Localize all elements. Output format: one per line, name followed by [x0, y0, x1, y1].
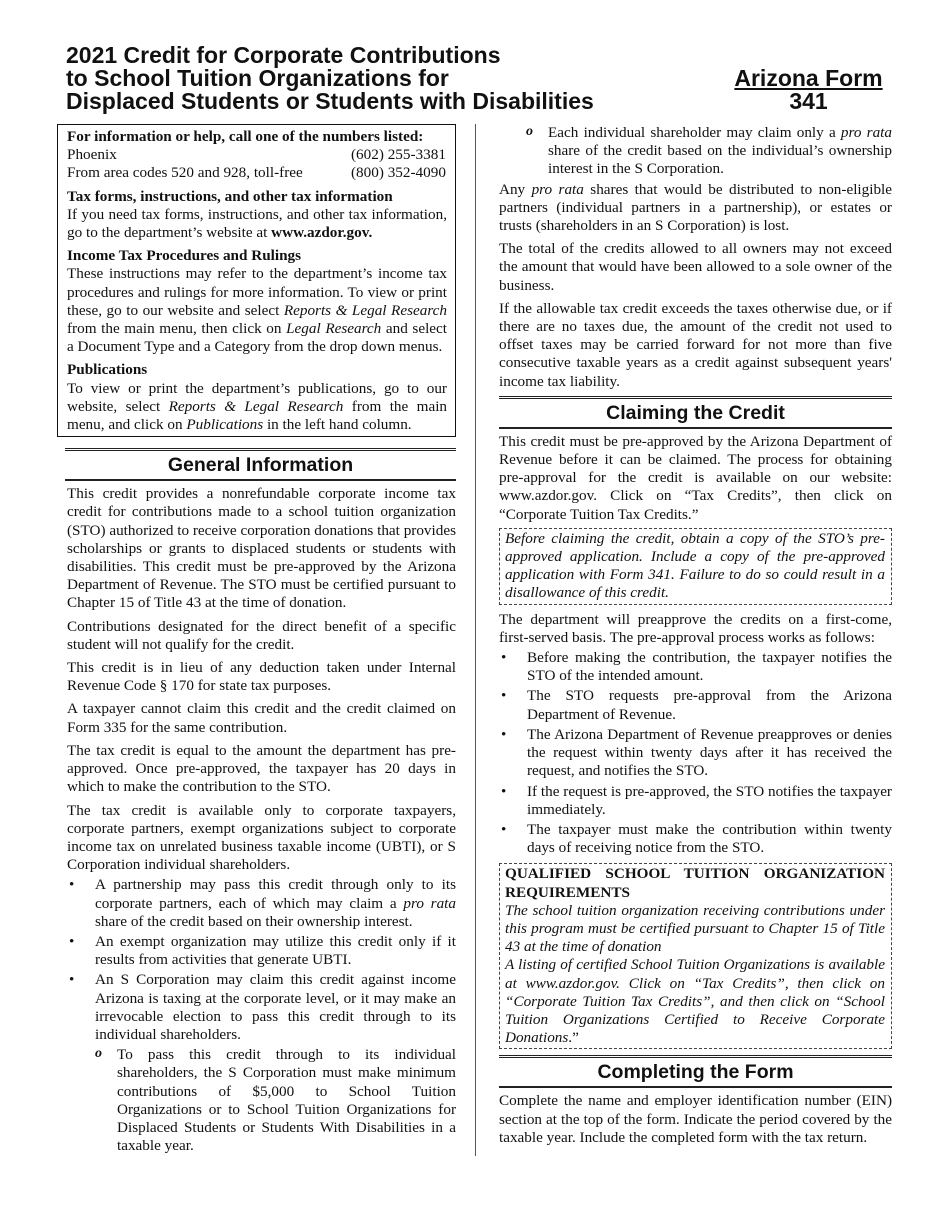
s-corp-sublist	[95, 1046, 456, 1155]
reports-legal-research-link: Reports & Legal Research	[283, 301, 447, 319]
publications-heading: Publications	[67, 361, 148, 379]
tax-forms-heading: Tax forms, instructions, and other tax information	[67, 187, 393, 205]
qsto-para: A listing of certified School Tuition Organizations is available at www.azdor.gov. Click on “Tax Credits”, then click on “Corporate Tuition Tax Credits”, and then click on “School Tuition Organizations Certified to Receive Corporate Donations.”	[505, 956, 885, 1047]
s-corp-sublist-continued	[526, 124, 892, 179]
reports-legal-research-link: Reports & Legal Research	[168, 397, 344, 415]
legal-research-link: Legal Research	[286, 320, 382, 338]
general-information-body	[57, 485, 456, 874]
publications-text: To view or print the department’s publications, go to our website, select Reports & Legal Research from the main menu, and click on Publications in the left hand column.	[67, 379, 448, 434]
qsto-para: The school tuition organization receiving contributions under this program must be certified pursuant to Chapter 15 of Title 43 at the time of donation	[505, 901, 885, 956]
help-heading: For information or help, call one of the numbers listed:	[67, 128, 424, 145]
completing-form-heading: Completing the Form	[499, 1055, 892, 1088]
right-column	[499, 124, 892, 1152]
help-info-box	[57, 124, 456, 437]
list-item: • The STO requests pre-approval from the Arizona Department of Revenue.	[501, 687, 892, 723]
sub-list-item: o To pass this credit through to its individual shareholders, the S Corporation must make minimum contributions of $5,000 to School Tuition Organizations or to School Tuition Organizations for Displaced Students or Students With Disabilities in a taxable year.	[95, 1046, 456, 1155]
title-line-2: to School Tuition Organizations for	[66, 65, 449, 91]
list-item: • An exempt organization may utilize this credit only if it results from activities that generate UBTI.	[69, 932, 456, 969]
form-identifier	[734, 67, 883, 113]
website-link[interactable]: www.azdor.gov.	[271, 224, 373, 242]
phone-row-phoenix	[67, 146, 447, 164]
qsto-requirements-box	[499, 863, 892, 1049]
title-line-3: Displaced Students or Students with Disabilities	[66, 88, 594, 114]
left-column	[57, 124, 456, 1157]
carry-forward-para: If the allowable tax credit exceeds the taxes otherwise due, or if there are no taxes due, the amount of the credit not used to offset taxes may be carried forward for not more than five consecutive taxable years as a credit against subsequent years' income tax liability.	[499, 299, 892, 390]
list-item: • The taxpayer must make the contribution within twenty days of receiving notice from the STO.	[501, 820, 892, 857]
rulings-text: These instructions may refer to the department’s income tax procedures and rulings for more information. To view or print these, go to our website and select Reports & Legal Research from the main menu, then click on Legal Research and select a Document Type and a Category from the drop down menus.	[67, 265, 447, 356]
claiming-credit-heading: Claiming the Credit	[499, 396, 892, 429]
general-para: The tax credit is available only to corporate taxpayers, corporate partners, exempt organizations subject to corporate income tax on unrelated business taxable income (UBTI), or S Corporation individual shareholders.	[67, 801, 456, 874]
pro-rata-para: Any pro rata shares that would be distributed to non-eligible partners (individual partners in a partnership), or estates or trusts (shareholders in an S Corporation) is lost.	[499, 180, 892, 235]
form-title	[66, 44, 594, 113]
phone-label: From area codes 520 and 928, toll-free	[67, 164, 303, 182]
general-para: The tax credit is equal to the amount the department has pre-approved. Once pre-approved, the taxpayer has 20 days in which to make the contribution to the STO.	[67, 741, 456, 796]
form-number: 341	[789, 88, 828, 114]
form-name: Arizona Form	[734, 65, 883, 91]
list-item: • A partnership may pass this credit through only to its corporate partners, each of which may claim a pro rata share of the credit based on their ownership interest.	[69, 876, 456, 930]
qsto-heading: QUALIFIED SCHOOL TUITION ORGANIZATION REQUIREMENTS	[505, 865, 885, 901]
list-item: • If the request is pre-approved, the STO notifies the taxpayer immediately.	[501, 782, 892, 818]
title-line-1: 2021 Credit for Corporate Contributions	[66, 42, 501, 68]
list-item: • The Arizona Department of Revenue preapproves or denies the request within twenty days after it has received the request, and notifies the STO.	[501, 725, 892, 780]
tax-forms-text: If you need tax forms, instructions, and other tax information, go to the department’s website at www.azdor.gov.	[67, 205, 447, 242]
rulings-heading: Income Tax Procedures and Rulings	[67, 247, 302, 265]
phone-number: (602) 255-3381	[351, 146, 446, 164]
phone-number: (800) 352-4090	[351, 164, 446, 182]
preapproval-steps	[499, 649, 892, 857]
general-information-heading: General Information	[65, 448, 456, 481]
completing-para: Complete the name and employer identification number (EIN) section at the top of the form. Indicate the period covered by the taxable year. Include the completed form with the tax return.	[499, 1092, 892, 1146]
column-divider	[475, 124, 476, 1156]
claiming-para: This credit must be pre-approved by the Arizona Department of Revenue before it can be claimed. The process for obtaining pre-approval for the credit is available on our website: www.azdor.gov. Click on “Tax Credits”, then click on “Corporate Tuition Tax Credits.”	[499, 432, 892, 523]
general-para: This credit is in lieu of any deduction taken under Internal Revenue Code § 170 for state tax purposes.	[67, 659, 456, 695]
pre-approval-note: Before claiming the credit, obtain a copy of the STO’s pre-approved application. Include a copy of the pre-approved application with Form 341. Failure to do so could result in a disallowance of this credit.	[499, 528, 892, 605]
general-para: A taxpayer cannot claim this credit and the credit claimed on Form 335 for the same contribution.	[67, 700, 456, 736]
general-para: This credit provides a nonrefundable corporate income tax credit for contributions made to a school tuition organization (STO) authorized to receive corporation donations that provides scholarships or grants to displaced students or students with disabilities. This credit must be pre-approved by the Arizona Department of Revenue. The STO must be certified pursuant to Chapter 15 of Title 43 at the time of donation.	[67, 485, 456, 612]
general-para: Contributions designated for the direct benefit of a specific student will not qualify for the credit.	[67, 617, 456, 653]
list-item: • Before making the contribution, the taxpayer notifies the STO of the intended amount.	[501, 649, 892, 685]
total-credits-para: The total of the credits allowed to all owners may not exceed the amount that would have been allowed to a sole owner of the business.	[499, 240, 892, 294]
phone-label: Phoenix	[67, 146, 117, 164]
list-item: • An S Corporation may claim this credit against income Arizona is taxing at the corporate level, or it may make an irrevocable election to pass this credit through to its individual shareholders. o To pass this credit through to its individual shareholders, the S Corporation must make minimum contributions of $5,000 to School Tuition Organizations or to School Tuition Organizations for Displaced Students or Students With Disabilities in a taxable year.	[69, 971, 456, 1155]
phone-row-tollfree	[67, 164, 447, 182]
preapprove-para: The department will preapprove the credits on a first-come, first-served basis. The pre-approval process works as follows:	[499, 610, 892, 646]
publications-link: Publications	[186, 416, 264, 434]
sub-list-item: o Each individual shareholder may claim only a pro rata share of the credit based on the individual’s ownership interest in the S Corporation.	[526, 124, 892, 178]
eligibility-list	[67, 876, 456, 1155]
